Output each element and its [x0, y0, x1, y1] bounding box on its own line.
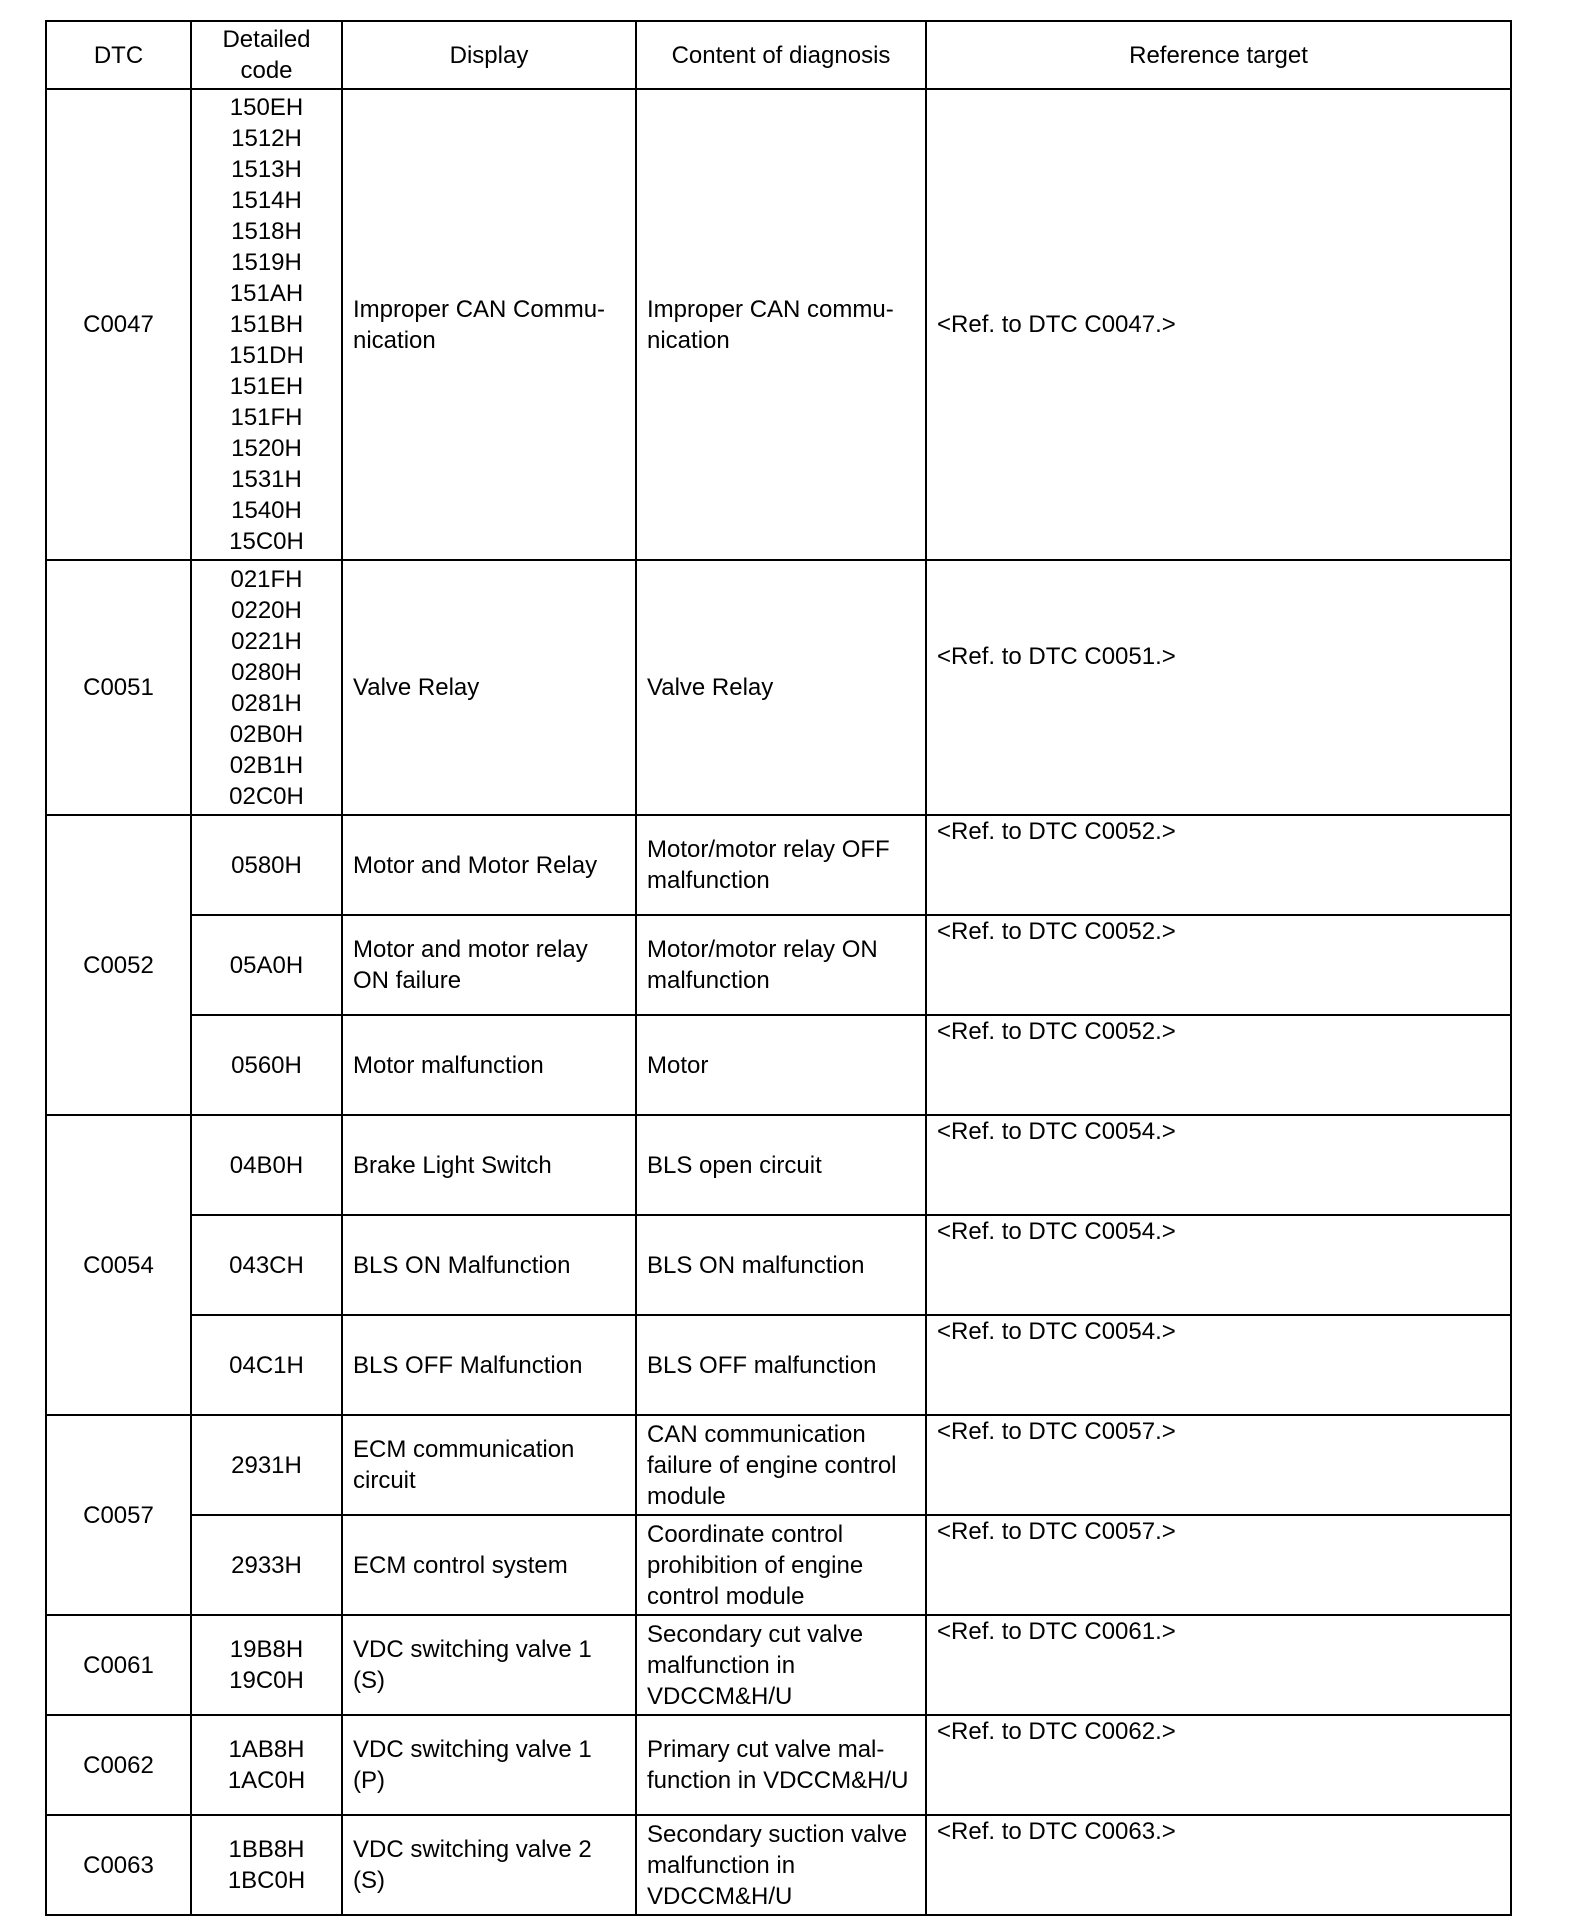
- display-cell: ECM communication circuit: [342, 1415, 636, 1515]
- dtc-cell: C0063: [46, 1815, 191, 1915]
- detailed-code-cell: 04C1H: [191, 1315, 342, 1415]
- detailed-code: 150EH: [229, 94, 304, 121]
- diagnosis-cell: Secondary suction valve malfunction in VDCCM&H/U: [636, 1815, 926, 1915]
- detailed-code: 151FH: [230, 404, 303, 431]
- header-detailed-code: Detailed code: [191, 21, 342, 89]
- detailed-code: 02C0H: [229, 782, 304, 810]
- dtc-cell: C0057: [46, 1415, 191, 1615]
- table-row: [46, 915, 1511, 1015]
- detailed-code: 1531H: [231, 466, 302, 493]
- detailed-code: 0280H: [231, 658, 302, 686]
- display-cell: VDC switching valve 1 (S): [342, 1615, 636, 1715]
- display-cell: Brake Light Switch: [342, 1115, 636, 1215]
- display-cell: Valve Relay: [342, 560, 636, 815]
- detailed-code: 151BH: [229, 311, 304, 338]
- table-row: [46, 815, 1511, 915]
- detailed-code-cell: 043CH: [191, 1215, 342, 1315]
- reference-cell: <Ref. to DTC C0047.>: [926, 89, 1511, 560]
- header-display: Display: [342, 21, 636, 89]
- display-cell: VDC switching valve 2 (S): [342, 1815, 636, 1915]
- reference-cell: <Ref. to DTC C0061.>: [926, 1615, 1511, 1715]
- table-row: [46, 1215, 1511, 1315]
- diagnosis-cell: Motor/motor relay ON malfunction: [636, 915, 926, 1015]
- detailed-code-cell: [191, 560, 342, 815]
- table-row: [46, 1015, 1511, 1115]
- dtc-cell: C0062: [46, 1715, 191, 1815]
- detailed-code: 02B1H: [229, 751, 304, 779]
- diagnosis-cell: Valve Relay: [636, 560, 926, 815]
- dtc-cell: C0054: [46, 1115, 191, 1415]
- detailed-code: 1BC0H: [227, 1867, 306, 1894]
- detailed-code-cell: [191, 89, 342, 560]
- display-cell: BLS ON Malfunction: [342, 1215, 636, 1315]
- detailed-code: 0281H: [231, 689, 302, 717]
- table-row: [46, 89, 1511, 560]
- detailed-code-cell: 2933H: [191, 1515, 342, 1615]
- detailed-code: 15C0H: [229, 528, 304, 555]
- header-reference-target: Reference target: [926, 21, 1511, 89]
- dtc-cell: C0051: [46, 560, 191, 815]
- reference-cell: <Ref. to DTC C0052.>: [926, 915, 1511, 1015]
- reference-cell: <Ref. to DTC C0052.>: [926, 1015, 1511, 1115]
- diagnosis-cell: BLS open circuit: [636, 1115, 926, 1215]
- table-row: [46, 1415, 1511, 1515]
- detailed-code: 151AH: [229, 280, 304, 307]
- header-dtc: DTC: [46, 21, 191, 89]
- detailed-code: 19B8H: [229, 1636, 304, 1663]
- reference-cell: <Ref. to DTC C0054.>: [926, 1115, 1511, 1215]
- dtc-cell: C0061: [46, 1615, 191, 1715]
- table-row: [46, 1515, 1511, 1615]
- table-row: [46, 1315, 1511, 1415]
- detailed-code: 1BB8H: [228, 1836, 305, 1863]
- display-cell: BLS OFF Malfunction: [342, 1315, 636, 1415]
- detailed-code: 1518H: [231, 218, 302, 245]
- dtc-cell: C0047: [46, 89, 191, 560]
- diagnosis-cell: BLS OFF malfunction: [636, 1315, 926, 1415]
- detailed-code: 19C0H: [229, 1667, 304, 1694]
- diagnosis-cell: Coordinate control prohibition of engine control module: [636, 1515, 926, 1615]
- detailed-code: 1AC0H: [227, 1767, 306, 1794]
- detailed-code: 1AB8H: [228, 1736, 305, 1763]
- detailed-code: 0220H: [231, 596, 302, 624]
- reference-cell: <Ref. to DTC C0054.>: [926, 1315, 1511, 1415]
- reference-cell: <Ref. to DTC C0063.>: [926, 1815, 1511, 1915]
- table-row: [46, 1815, 1511, 1915]
- detailed-code-cell: 05A0H: [191, 915, 342, 1015]
- detailed-code: 151DH: [229, 342, 304, 369]
- diagnosis-cell: Primary cut valve mal-function in VDCCM&H/U: [636, 1715, 926, 1815]
- display-cell: Motor malfunction: [342, 1015, 636, 1115]
- detailed-code: 1520H: [231, 435, 302, 462]
- detailed-code-cell: 0560H: [191, 1015, 342, 1115]
- detailed-code: 1513H: [231, 156, 302, 183]
- dtc-table: [45, 20, 1512, 1916]
- diagnosis-cell: Improper CAN commu-nication: [636, 89, 926, 560]
- table-row: [46, 1615, 1511, 1715]
- diagnosis-cell: CAN communication failure of engine control module: [636, 1415, 926, 1515]
- detailed-code: 02B0H: [229, 720, 304, 748]
- table-row: [46, 560, 1511, 815]
- display-cell: Improper CAN Commu-nication: [342, 89, 636, 560]
- detailed-code-cell: [191, 1615, 342, 1715]
- reference-cell: <Ref. to DTC C0052.>: [926, 815, 1511, 915]
- reference-cell: <Ref. to DTC C0051.>: [926, 560, 1511, 815]
- display-cell: ECM control system: [342, 1515, 636, 1615]
- detailed-code-cell: 0580H: [191, 815, 342, 915]
- dtc-cell: C0052: [46, 815, 191, 1115]
- diagnosis-cell: Motor: [636, 1015, 926, 1115]
- header-content-of-diagnosis: Content of diagnosis: [636, 21, 926, 89]
- display-cell: VDC switching valve 1 (P): [342, 1715, 636, 1815]
- display-cell: Motor and Motor Relay: [342, 815, 636, 915]
- display-cell: Motor and motor relay ON failure: [342, 915, 636, 1015]
- diagnosis-cell: BLS ON malfunction: [636, 1215, 926, 1315]
- reference-cell: <Ref. to DTC C0054.>: [926, 1215, 1511, 1315]
- detailed-code: 1514H: [231, 187, 302, 214]
- table-row: [46, 1115, 1511, 1215]
- diagnosis-cell: Motor/motor relay OFF malfunction: [636, 815, 926, 915]
- detailed-code: 151EH: [229, 373, 304, 400]
- detailed-code-cell: [191, 1715, 342, 1815]
- detailed-code: 1540H: [231, 497, 302, 524]
- detailed-code-cell: 2931H: [191, 1415, 342, 1515]
- detailed-code-cell: [191, 1815, 342, 1915]
- reference-cell: <Ref. to DTC C0057.>: [926, 1515, 1511, 1615]
- reference-cell: <Ref. to DTC C0062.>: [926, 1715, 1511, 1815]
- header-row: [46, 21, 1511, 89]
- table-row: [46, 1715, 1511, 1815]
- detailed-code-cell: 04B0H: [191, 1115, 342, 1215]
- detailed-code: 0221H: [231, 627, 302, 655]
- detailed-code: 021FH: [230, 565, 303, 593]
- diagnosis-cell: Secondary cut valve malfunction in VDCCM&H/U: [636, 1615, 926, 1715]
- detailed-code: 1519H: [231, 249, 302, 276]
- detailed-code: 1512H: [231, 125, 302, 152]
- reference-cell: <Ref. to DTC C0057.>: [926, 1415, 1511, 1515]
